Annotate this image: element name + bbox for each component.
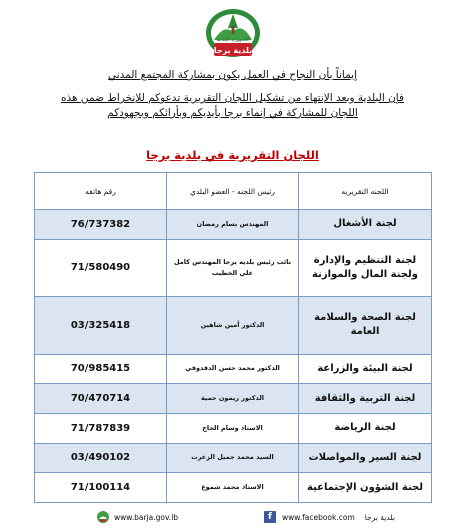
table-row bbox=[35, 239, 432, 296]
committee-phone: 70/470714 bbox=[35, 384, 167, 414]
committee-phone: 03/490102 bbox=[35, 443, 167, 473]
committee-name: لجنة الأشغال bbox=[299, 210, 432, 240]
table-header-row bbox=[35, 173, 432, 210]
facebook-page-name[interactable]: بلدية برجا bbox=[364, 512, 395, 522]
municipality-logo bbox=[200, 6, 266, 64]
committee-head: الاستاذ محمد شموع bbox=[167, 473, 299, 503]
committee-phone: 71/100114 bbox=[35, 473, 167, 503]
table-row bbox=[35, 210, 432, 240]
committee-name: لجنة الشؤون الإجتماعية bbox=[299, 473, 432, 503]
committee-name: لجنة الرياضة bbox=[299, 413, 432, 443]
table-row bbox=[35, 297, 432, 354]
table-row bbox=[35, 384, 432, 414]
committee-head: الدكتور ريمون حمية bbox=[167, 384, 299, 414]
header-phone: رقم هاتفه bbox=[35, 173, 167, 210]
committee-name: لجنة السير والمواصلات bbox=[299, 443, 432, 473]
committee-name: لجنة التنظيم والإدارة ولجنة المال والموازنة bbox=[299, 239, 432, 296]
committee-head: الدكتور أمين شاهين bbox=[167, 297, 299, 354]
website-url[interactable]: www.barja.gov.lb bbox=[114, 512, 179, 522]
facebook-icon: f bbox=[264, 511, 276, 523]
committee-head: الاستاذ وسام الحاج bbox=[167, 413, 299, 443]
committee-head: السيد محمد جميل الزعرت bbox=[167, 443, 299, 473]
committee-phone: 70/985415 bbox=[35, 354, 167, 384]
committees-table bbox=[34, 172, 432, 503]
intro-line-2: فإن البلدية وبعد الإنتهاء من تشكيل اللجان التقريرية تدعوكم للإنخراط ضمن هذه bbox=[61, 92, 404, 104]
committee-head: الدكتور محمد حسن الدقدوقي bbox=[167, 354, 299, 384]
header-head: رئيس اللجنه - العضو البلدي bbox=[167, 173, 299, 210]
intro-line-1: إيماناً بأن النجاح في العمل يكون بمشاركة المجتمع المدني bbox=[107, 69, 358, 81]
footer-website[interactable] bbox=[96, 507, 178, 527]
committee-head: المهندس بسام رمضان bbox=[167, 210, 299, 240]
committee-head: نائب رئيس بلديه برجا المهندس كامل علي الخطيب bbox=[167, 239, 299, 296]
footer-facebook[interactable] bbox=[264, 507, 395, 527]
table-row bbox=[35, 413, 432, 443]
table-row bbox=[35, 443, 432, 473]
header-committee: اللجنه التقريريه bbox=[299, 173, 432, 210]
table-row bbox=[35, 354, 432, 384]
intro-line-3: اللجان للمشاركة في إنماء برجا بأيديكم وبأرائكم وبجهودكم bbox=[107, 107, 358, 119]
committee-name: لجنة التربية والثقافة bbox=[299, 384, 432, 414]
committee-name: لجنة البيئة والزراعة bbox=[299, 354, 432, 384]
committee-phone: 03/325418 bbox=[35, 297, 167, 354]
committee-phone: 71/787839 bbox=[35, 413, 167, 443]
logo-subtitle: الجمهورية اللبنانية bbox=[216, 38, 250, 43]
facebook-url[interactable]: www.facebook.com bbox=[282, 512, 355, 522]
committee-name: لجنة الصحة والسلامة العامة bbox=[299, 297, 432, 354]
committee-phone: 76/737382 bbox=[35, 210, 167, 240]
committees-table-title: اللجان التقريرية في بلدية برجا bbox=[146, 148, 319, 162]
committee-phone: 71/580490 bbox=[35, 239, 167, 296]
logo-name: بلدية برجا bbox=[213, 46, 253, 55]
table-row bbox=[35, 473, 432, 503]
globe-icon bbox=[96, 510, 110, 524]
